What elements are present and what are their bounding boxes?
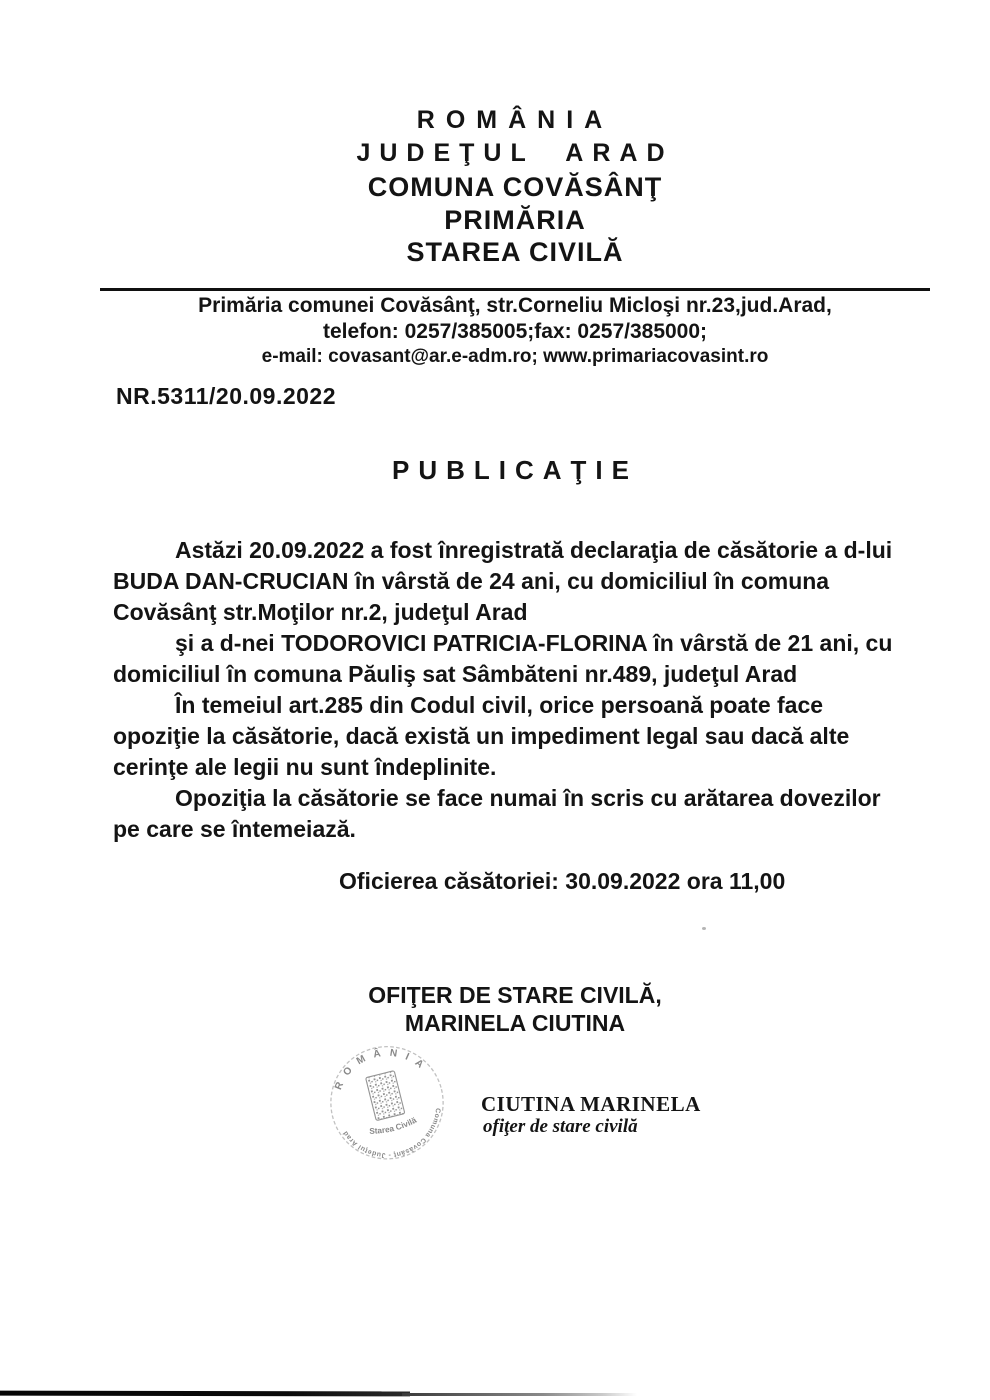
document-title: PUBLICAŢIE [392, 455, 638, 485]
header-divider-line [100, 288, 930, 291]
scan-speck-artifact [702, 927, 706, 930]
contact-email-web: e-mail: covasant@ar.e-adm.ro; www.primariacovasint.ro [261, 346, 769, 367]
body-paragraph-2: şi a d-nei TODOROVICI PATRICIA-FLORINA în vârstă de 21 ani, cu domiciliul în comuna Păuliş sat Sâmbăteni nr.489, judeţul Arad [113, 630, 893, 687]
officer-name-line: MARINELA CIUTINA [404, 1010, 626, 1036]
signature-name: CIUTINA MARINELA [481, 1092, 701, 1116]
body-paragraph-3: În temeiul art.285 din Codul civil, orice persoană poate face opoziţie la căsătorie, dacă există un impediment legal sau dacă alte cerinţe ale legii nu sunt îndeplinite. [113, 692, 850, 780]
header-commune: COMUNA COVĂSÂNŢ [367, 172, 663, 202]
body-paragraph-1: Astăzi 20.09.2022 a fost înregistrată declaraţia de căsătorie a d-lui BUDA DAN-CRUCIAN în vârstă de 24 ani, cu domiciliul în comuna Covăsânţ str.Moţilor nr.2, judeţul Arad [113, 537, 893, 625]
scan-edge-artifact-fade [402, 1393, 637, 1396]
officer-title-line: OFIŢER DE STARE CIVILĂ, [368, 982, 662, 1008]
stamp-inner-text: Starea Civilă [369, 1115, 418, 1136]
scan-edge-artifact-dark [0, 1391, 410, 1397]
contact-phone-fax: telefon: 0257/385005;fax: 0257/385000; [322, 320, 708, 343]
official-round-stamp [318, 1031, 456, 1169]
stamp-coat-of-arms [366, 1071, 405, 1121]
header-department: STAREA CIVILĂ [406, 237, 624, 267]
header-county: JUDEŢUL ARAD [356, 139, 674, 167]
ceremony-date-line: Oficierea căsătoriei: 30.09.2022 ora 11,00 [339, 868, 786, 894]
stamp-bottom-arc-text: Comuna Covăsânţ - Judeţul Arad [341, 1107, 442, 1159]
body-paragraph-4: Opoziţia la căsătorie se face numai în scris cu arătarea dovezilor pe care se întemeiază. [113, 785, 881, 842]
registration-number: NR.5311/20.09.2022 [116, 383, 337, 409]
document-body [113, 535, 913, 845]
contact-address: Primăria comunei Covăsânţ, str.Corneliu Micloşi nr.23,jud.Arad, [198, 294, 832, 317]
header-office: PRIMĂRIA [444, 205, 586, 235]
signature-role: ofiţer de stare civilă [483, 1116, 638, 1137]
svg-text:Starea Civilă [367, 1115, 419, 1139]
header-country: ROMÂNIA [416, 106, 614, 134]
stamp-top-arc-text: R O M Â N I A [333, 1047, 428, 1092]
